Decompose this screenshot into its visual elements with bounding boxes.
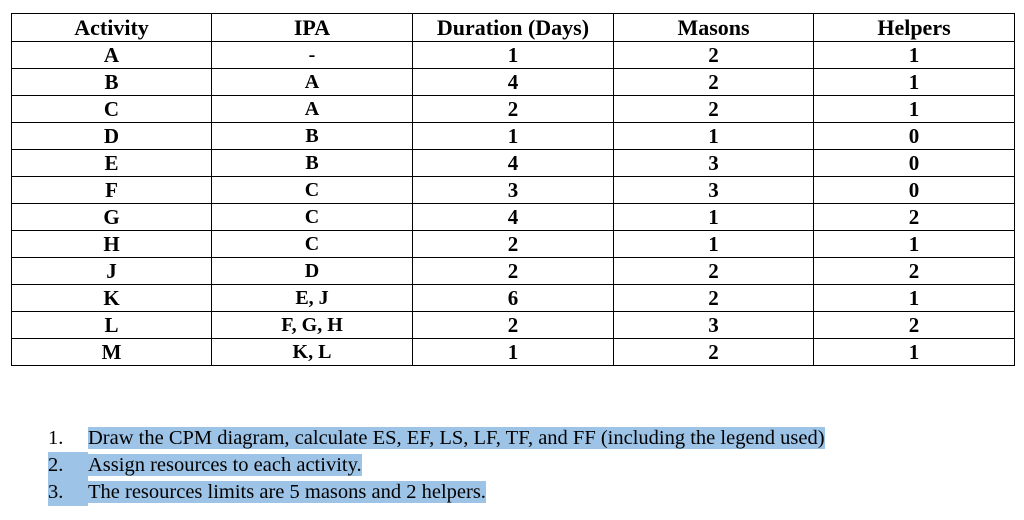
- cell-ipa: C: [212, 204, 413, 231]
- cell-masons: 1: [614, 123, 814, 150]
- table-row: [12, 69, 1015, 96]
- cell-duration: 2: [413, 96, 614, 123]
- table-row: [12, 177, 1015, 204]
- cell-helpers: 2: [814, 258, 1015, 285]
- column-header-duration: Duration (Days): [413, 14, 614, 42]
- table-row: [12, 339, 1015, 366]
- table-body: [12, 42, 1015, 366]
- cell-duration: 1: [413, 123, 614, 150]
- cell-duration: 4: [413, 150, 614, 177]
- cell-ipa: K, L: [212, 339, 413, 366]
- cell-ipa: A: [212, 96, 413, 123]
- question-item: [48, 425, 825, 452]
- cell-masons: 2: [614, 42, 814, 69]
- cell-activity: H: [12, 231, 212, 258]
- cell-ipa: D: [212, 258, 413, 285]
- cell-masons: 2: [614, 69, 814, 96]
- cell-duration: 6: [413, 285, 614, 312]
- cell-helpers: 1: [814, 42, 1015, 69]
- cell-activity: J: [12, 258, 212, 285]
- cell-activity: A: [12, 42, 212, 69]
- cell-activity: L: [12, 312, 212, 339]
- cell-helpers: 1: [814, 69, 1015, 96]
- cell-activity: M: [12, 339, 212, 366]
- column-header-activity: Activity: [12, 14, 212, 42]
- cell-duration: 1: [413, 42, 614, 69]
- cell-ipa: E, J: [212, 285, 413, 312]
- cell-ipa: -: [212, 42, 413, 69]
- cell-ipa: B: [212, 123, 413, 150]
- question-text: Assign resources to each activity.: [88, 454, 362, 476]
- table-row: [12, 231, 1015, 258]
- cell-duration: 3: [413, 177, 614, 204]
- cell-activity: C: [12, 96, 212, 123]
- table-header-row: [12, 14, 1015, 42]
- cell-helpers: 1: [814, 231, 1015, 258]
- cell-masons: 3: [614, 177, 814, 204]
- cell-masons: 3: [614, 150, 814, 177]
- cell-duration: 4: [413, 204, 614, 231]
- cell-duration: 2: [413, 231, 614, 258]
- cell-duration: 1: [413, 339, 614, 366]
- cell-activity: E: [12, 150, 212, 177]
- cell-masons: 1: [614, 204, 814, 231]
- cell-duration: 2: [413, 258, 614, 285]
- cell-helpers: 2: [814, 312, 1015, 339]
- question-text: Draw the CPM diagram, calculate ES, EF, LS, LF, TF, and FF (including the legend used): [88, 427, 825, 449]
- column-header-ipa: IPA: [212, 14, 413, 42]
- cell-ipa: F, G, H: [212, 312, 413, 339]
- cell-activity: B: [12, 69, 212, 96]
- cell-activity: F: [12, 177, 212, 204]
- cell-ipa: A: [212, 69, 413, 96]
- cell-masons: 2: [614, 339, 814, 366]
- table-row: [12, 204, 1015, 231]
- cell-ipa: C: [212, 177, 413, 204]
- question-number: 2.: [48, 452, 88, 479]
- table-row: [12, 96, 1015, 123]
- cell-helpers: 0: [814, 177, 1015, 204]
- activity-table: [11, 13, 1015, 366]
- table-row: [12, 258, 1015, 285]
- cell-helpers: 0: [814, 150, 1015, 177]
- cell-helpers: 1: [814, 285, 1015, 312]
- cell-masons: 2: [614, 96, 814, 123]
- table-row: [12, 42, 1015, 69]
- cell-activity: G: [12, 204, 212, 231]
- cell-masons: 1: [614, 231, 814, 258]
- table-row: [12, 312, 1015, 339]
- question-item: [48, 452, 825, 479]
- question-item: [48, 479, 825, 506]
- question-list: [48, 425, 825, 506]
- table-row: [12, 150, 1015, 177]
- table-row: [12, 123, 1015, 150]
- column-header-masons: Masons: [614, 14, 814, 42]
- question-number: 3.: [48, 479, 88, 506]
- cell-helpers: 2: [814, 204, 1015, 231]
- table-row: [12, 285, 1015, 312]
- cell-duration: 4: [413, 69, 614, 96]
- question-number: 1.: [48, 427, 64, 449]
- cell-helpers: 1: [814, 339, 1015, 366]
- cell-masons: 2: [614, 285, 814, 312]
- column-header-helpers: Helpers: [814, 14, 1015, 42]
- question-text: The resources limits are 5 masons and 2 helpers.: [88, 481, 486, 503]
- cell-helpers: 0: [814, 123, 1015, 150]
- cell-helpers: 1: [814, 96, 1015, 123]
- cell-activity: D: [12, 123, 212, 150]
- cell-masons: 3: [614, 312, 814, 339]
- cell-masons: 2: [614, 258, 814, 285]
- cell-ipa: B: [212, 150, 413, 177]
- cell-ipa: C: [212, 231, 413, 258]
- cell-duration: 2: [413, 312, 614, 339]
- cell-activity: K: [12, 285, 212, 312]
